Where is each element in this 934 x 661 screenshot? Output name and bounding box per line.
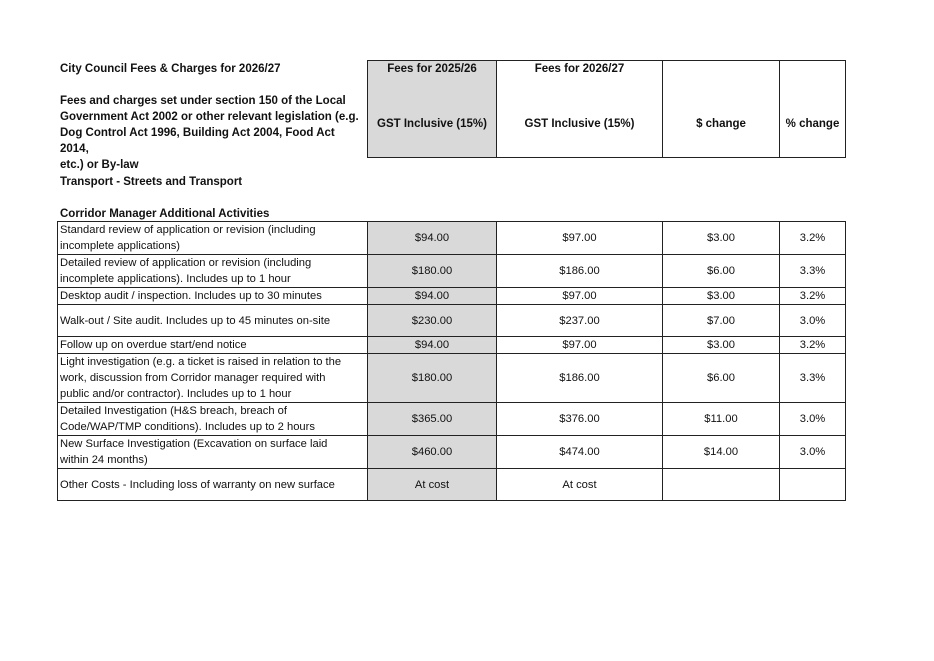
fee-description-line: Code/WAP/TMP conditions). Includes up to 2 hours	[60, 421, 315, 433]
description-line: Fees and charges set under section 150 of the Local	[60, 95, 346, 107]
fee-2026-value: $474.00	[497, 436, 663, 469]
pct-change-value: 3.2%	[780, 288, 846, 305]
dollar-change-value: $6.00	[663, 354, 780, 403]
fee-description-line: Detailed Investigation (H&S breach, breach of	[60, 405, 287, 417]
header-fees-2025-gst: GST Inclusive (15%)	[377, 118, 487, 130]
dollar-change-value: $14.00	[663, 436, 780, 469]
fee-description	[58, 469, 368, 501]
fee-description-line: within 24 months)	[60, 454, 148, 466]
fee-description-line: work, discussion from Corridor manager required with	[60, 372, 326, 384]
fees-table	[57, 221, 846, 501]
document-title: City Council Fees & Charges for 2026/27	[60, 63, 281, 75]
header-pct-change-label: % change	[785, 118, 840, 130]
fee-2025-value: $94.00	[368, 222, 497, 255]
pct-change-value: 3.0%	[780, 403, 846, 436]
fee-2026-value: $376.00	[497, 403, 663, 436]
dollar-change-value: $11.00	[663, 403, 780, 436]
header-fees-2025	[368, 61, 497, 158]
fee-description-line: Follow up on overdue start/end notice	[60, 339, 247, 351]
header-pct-change	[780, 61, 846, 158]
fee-2025-value: $180.00	[368, 354, 497, 403]
fee-2026-value: $97.00	[497, 222, 663, 255]
fee-2025-value: $94.00	[368, 337, 497, 354]
dollar-change-value: $3.00	[663, 337, 780, 354]
fee-2026-value: $186.00	[497, 255, 663, 288]
fee-2026-value: $97.00	[497, 337, 663, 354]
fee-description-line: Other Costs - Including loss of warranty on new surface	[60, 478, 335, 491]
fee-description-line: Standard review of application or revision (including	[60, 224, 316, 236]
header-dollar-change-label: $ change	[696, 118, 746, 130]
fee-2026-value: At cost	[497, 469, 663, 501]
pct-change-value: 3.0%	[780, 305, 846, 337]
table-row	[58, 255, 846, 288]
fee-description-line: public and/or contractor). Includes up to 1 hour	[60, 388, 292, 400]
dollar-change-value	[663, 469, 780, 501]
fee-2025-value: $180.00	[368, 255, 497, 288]
header-fees-2026	[497, 61, 663, 158]
pct-change-value: 3.3%	[780, 255, 846, 288]
header-fees-2025-title: Fees for 2025/26	[387, 63, 477, 75]
description-line: Dog Control Act 1996, Building Act 2004, Food Act 2014,	[60, 127, 335, 155]
table-row	[58, 305, 846, 337]
fee-2025-value: $230.00	[368, 305, 497, 337]
table-row	[58, 337, 846, 354]
fee-description	[58, 337, 368, 354]
pct-change-value: 3.2%	[780, 337, 846, 354]
table-row	[58, 288, 846, 305]
fee-2026-value: $186.00	[497, 354, 663, 403]
fee-description-line: Desktop audit / inspection. Includes up to 30 minutes	[60, 290, 322, 302]
fee-2026-value: $237.00	[497, 305, 663, 337]
fee-2025-value: $460.00	[368, 436, 497, 469]
description-line: etc.) or By-law	[60, 159, 139, 171]
legislation-description	[60, 93, 365, 173]
table-row	[58, 403, 846, 436]
fee-description-line: New Surface Investigation (Excavation on surface laid	[60, 438, 328, 450]
fee-description	[58, 222, 368, 255]
header-dollar-change	[663, 61, 780, 158]
table-row	[58, 436, 846, 469]
fee-2025-value: $365.00	[368, 403, 497, 436]
fee-description-line: Light investigation (e.g. a ticket is raised in relation to the	[60, 356, 342, 368]
fee-description	[58, 255, 368, 288]
column-header-table	[367, 60, 846, 158]
header-fees-2026-gst: GST Inclusive (15%)	[524, 118, 635, 130]
pct-change-value: 3.0%	[780, 436, 846, 469]
pct-change-value: 3.2%	[780, 222, 846, 255]
section-heading: Transport - Streets and Transport	[60, 176, 243, 188]
dollar-change-value: $6.00	[663, 255, 780, 288]
table-row	[58, 354, 846, 403]
fee-description-line: incomplete applications). Includes up to 1 hour	[60, 273, 291, 285]
dollar-change-value: $7.00	[663, 305, 780, 337]
table-row	[58, 222, 846, 255]
pct-change-value: 3.3%	[780, 354, 846, 403]
fee-description	[58, 436, 368, 469]
description-line: Government Act 2002 or other relevant legislation (e.g.	[60, 111, 359, 123]
fee-2025-value: At cost	[368, 469, 497, 501]
fee-description-line: incomplete applications)	[60, 240, 181, 252]
fee-description-line: Walk-out / Site audit. Includes up to 45 minutes on-site	[60, 314, 331, 327]
fee-description	[58, 305, 368, 337]
fee-2025-value: $94.00	[368, 288, 497, 305]
header-fees-2026-title: Fees for 2026/27	[534, 63, 625, 75]
fee-2026-value: $97.00	[497, 288, 663, 305]
table-row	[58, 469, 846, 501]
pct-change-value	[780, 469, 846, 501]
subsection-heading: Corridor Manager Additional Activities	[60, 208, 270, 220]
fee-description	[58, 354, 368, 403]
fee-description-line: Detailed review of application or revision (including	[60, 257, 312, 269]
dollar-change-value: $3.00	[663, 222, 780, 255]
fee-description	[58, 288, 368, 305]
fee-description	[58, 403, 368, 436]
dollar-change-value: $3.00	[663, 288, 780, 305]
